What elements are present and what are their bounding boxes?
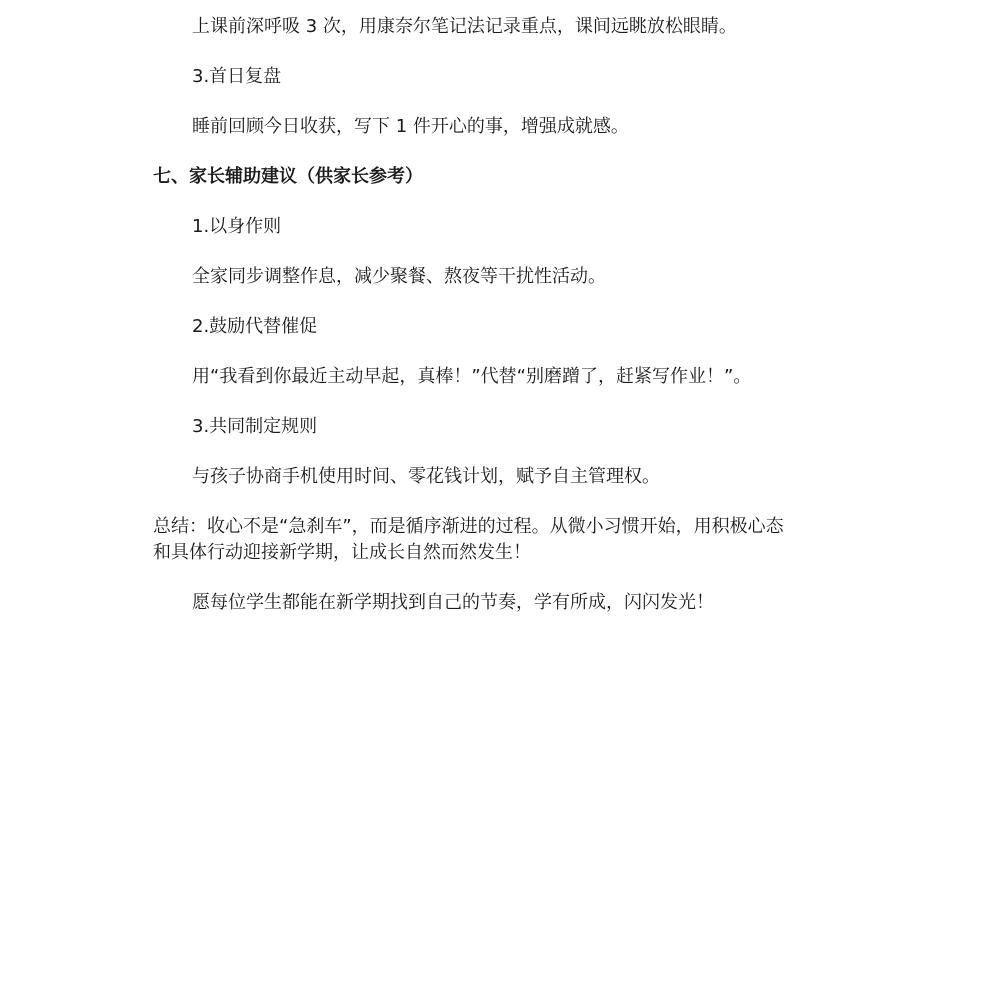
section-heading-parent-advice: 七、家长辅助建议（供家长参考） xyxy=(153,166,423,187)
subheading-first-day-review: 3.首日复盘 xyxy=(192,66,282,87)
paragraph-encouragement-example: 用“我看到你最近主动早起，真棒！”代替“别磨蹭了，赶紧写作业！”。 xyxy=(192,366,752,387)
subheading-encourage-not-urge: 2.鼓励代替催促 xyxy=(192,316,318,337)
paragraph-negotiate-rules: 与孩子协商手机使用时间、零花钱计划，赋予自主管理权。 xyxy=(192,466,660,487)
paragraph-bedtime-review: 睡前回顾今日收获，写下 1 件开心的事，增强成就感。 xyxy=(192,116,629,137)
paragraph-family-schedule: 全家同步调整作息，减少聚餐、熬夜等干扰性活动。 xyxy=(192,266,606,287)
paragraph-class-tips: 上课前深呼吸 3 次，用康奈尔笔记法记录重点，课间远眺放松眼睛。 xyxy=(192,16,737,37)
summary-line-2: 和具体行动迎接新学期，让成长自然而然发生！ xyxy=(153,542,531,563)
subheading-lead-by-example: 1.以身作则 xyxy=(192,216,282,237)
closing-wish: 愿每位学生都能在新学期找到自己的节奏，学有所成，闪闪发光！ xyxy=(192,592,714,613)
summary-line-1: 总结：收心不是“急刹车”，而是循序渐进的过程。从微小习惯开始，用积极心态 xyxy=(153,516,784,537)
subheading-set-rules-together: 3.共同制定规则 xyxy=(192,416,318,437)
